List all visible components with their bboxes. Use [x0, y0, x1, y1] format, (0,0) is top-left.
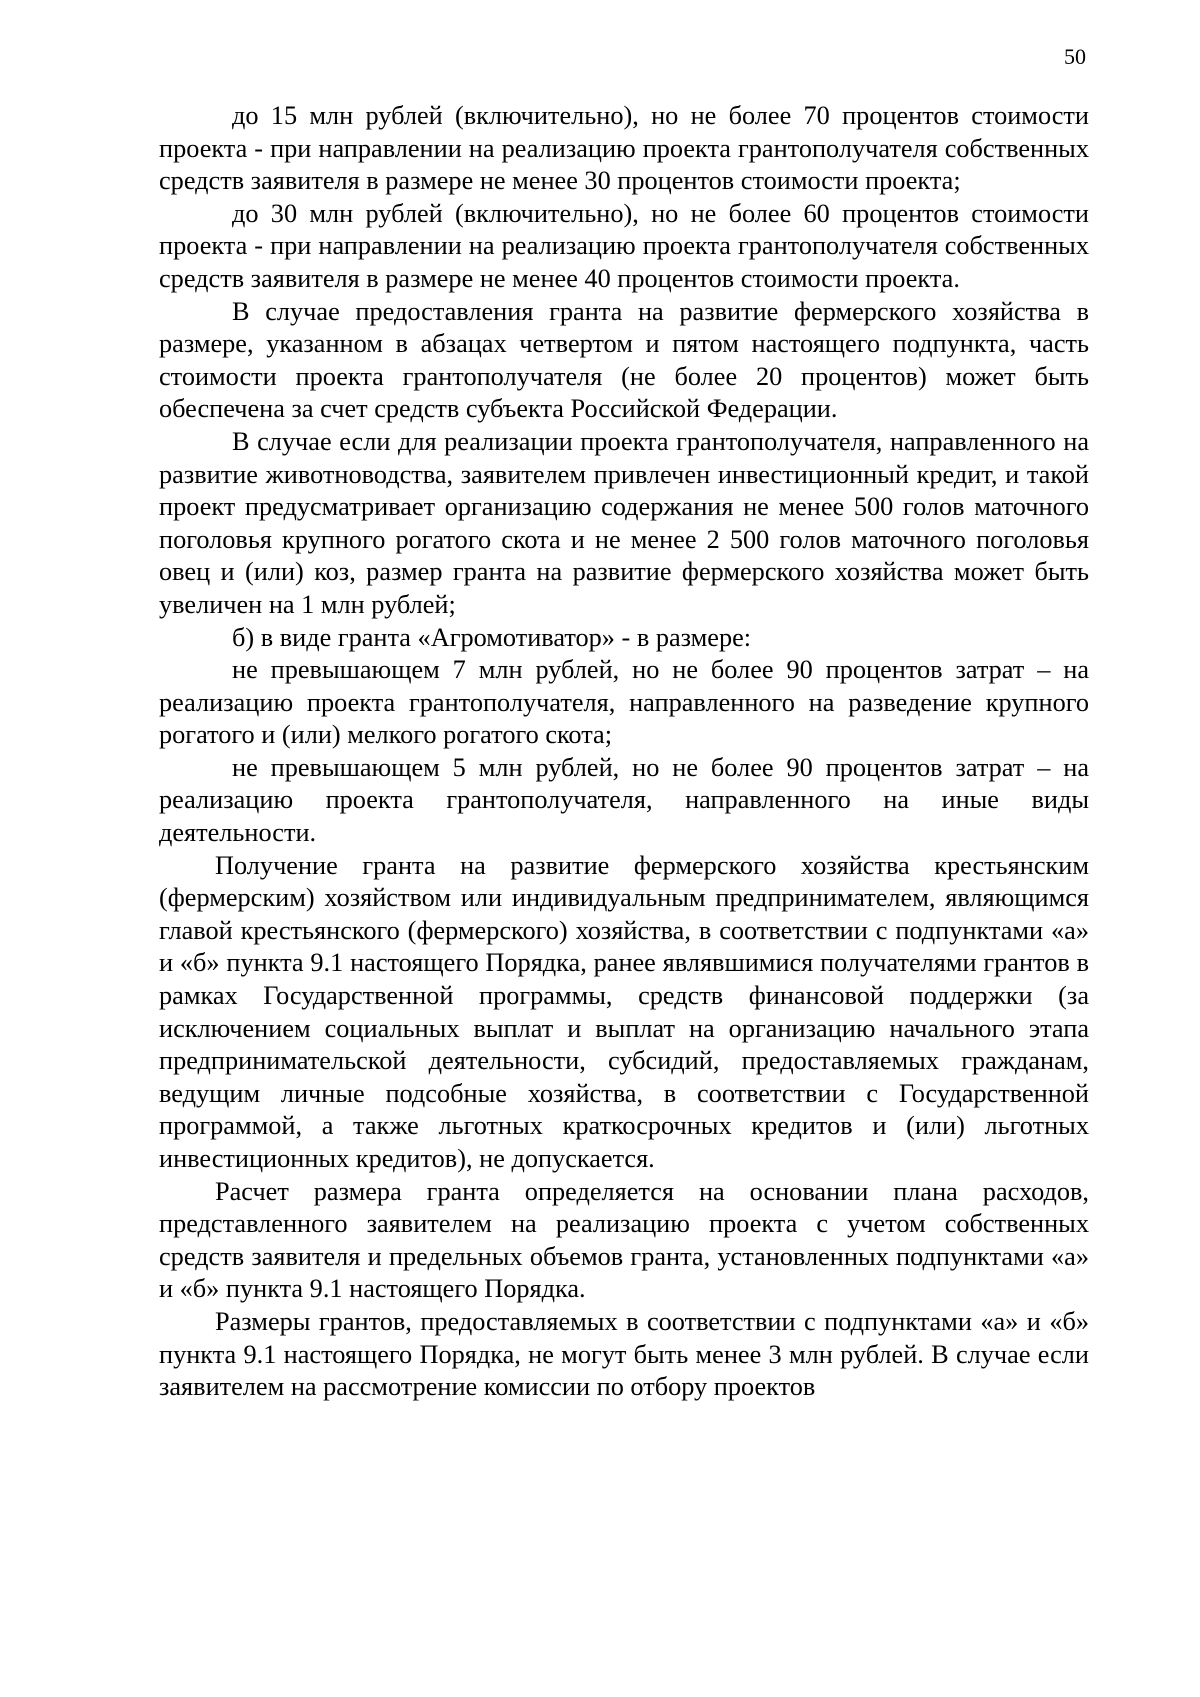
page-number: 50 [1064, 44, 1086, 69]
paragraph-agromotivator-cattle: не превышающем 7 млн рублей, но не более 90 процентов затрат – на реализацию проекта грантополучателя, направленного на разведение крупного рогатого и (или) мелкого рогатого скота; [159, 655, 1089, 750]
paragraph-agromotivator-other: не превышающем 5 млн рублей, но не более 90 процентов затрат – на реализацию проекта грантополучателя, направленного на иные виды деятельности. [159, 752, 1089, 848]
paragraph-grant-up-to-30m: до 30 млн рублей (включительно), но не более 60 процентов стоимости проекта - при направлении на реализацию проекта грантополучателя собственных средств заявителя в размере не менее 40 процентов стоимости проекта. [159, 198, 1089, 293]
paragraph-repeat-grant-restriction: Получение гранта на развитие фермерского хозяйства крестьянским (фермерским) хозяйством или индивидуальным предпринимателем, являющимся главой крестьянского (фермерского) хозяйства, в соответствии с подпунктами «а» и «б» пункта 9.1 настоящего Порядка, ранее являвшимися получателями грантов в рамках Государственной программы, средств финансовой поддержки (за исключением социальных выплат и выплат на организацию начального этапа предпринимательской деятельности, субсидий, предоставляемых гражданам, ведущим личные подсобные хозяйства, в соответствии с Государственной программой, а также льготных краткосрочных кредитов и (или) льготных инвестиционных кредитов), не допускается. [159, 850, 1089, 1173]
paragraph-livestock-increase: В случае если для реализации проекта грантополучателя, направленного на развитие животноводства, заявителем привлечен инвестиционный кредит, и такой проект предусматривает организацию содержания не менее 500 голов маточного поголовья крупного рогатого скота и не менее 2 500 голов маточного поголовья овец и (или) коз, размер гранта на развитие фермерского хозяйства может быть увеличен на 1 млн рублей; [159, 426, 1089, 619]
document-body [159, 100, 1089, 1404]
paragraph-grant-minimum: Размеры грантов, предоставляемых в соответствии с подпунктами «а» и «б» пункта 9.1 настоящего Порядка, не могут быть менее 3 млн рублей. В случае если заявителем на рассмотрение комиссии по отбору проектов [159, 1306, 1089, 1402]
paragraph-agromotivator-heading: б) в виде гранта «Агромотиватор» - в размере: [232, 622, 752, 652]
paragraph-regional-funding: В случае предоставления гранта на развитие фермерского хозяйства в размере, указанном в абзацах четвертом и пятом настоящего подпункта, часть стоимости проекта грантополучателя (не более 20 процентов) может быть обеспечена за счет средств субъекта Российской Федерации. [159, 296, 1089, 424]
paragraph-grant-up-to-15m: до 15 млн рублей (включительно), но не более 70 процентов стоимости проекта - при направлении на реализацию проекта грантополучателя собственных средств заявителя в размере не менее 30 процентов стоимости проекта; [159, 101, 1089, 196]
paragraph-grant-calculation: Расчет размера гранта определяется на основании плана расходов, представленного заявителем на реализацию проекта с учетом собственных средств заявителя и предельных объемов гранта, установленных подпунктами «а» и «б» пункта 9.1 настоящего Порядка. [159, 1176, 1089, 1304]
